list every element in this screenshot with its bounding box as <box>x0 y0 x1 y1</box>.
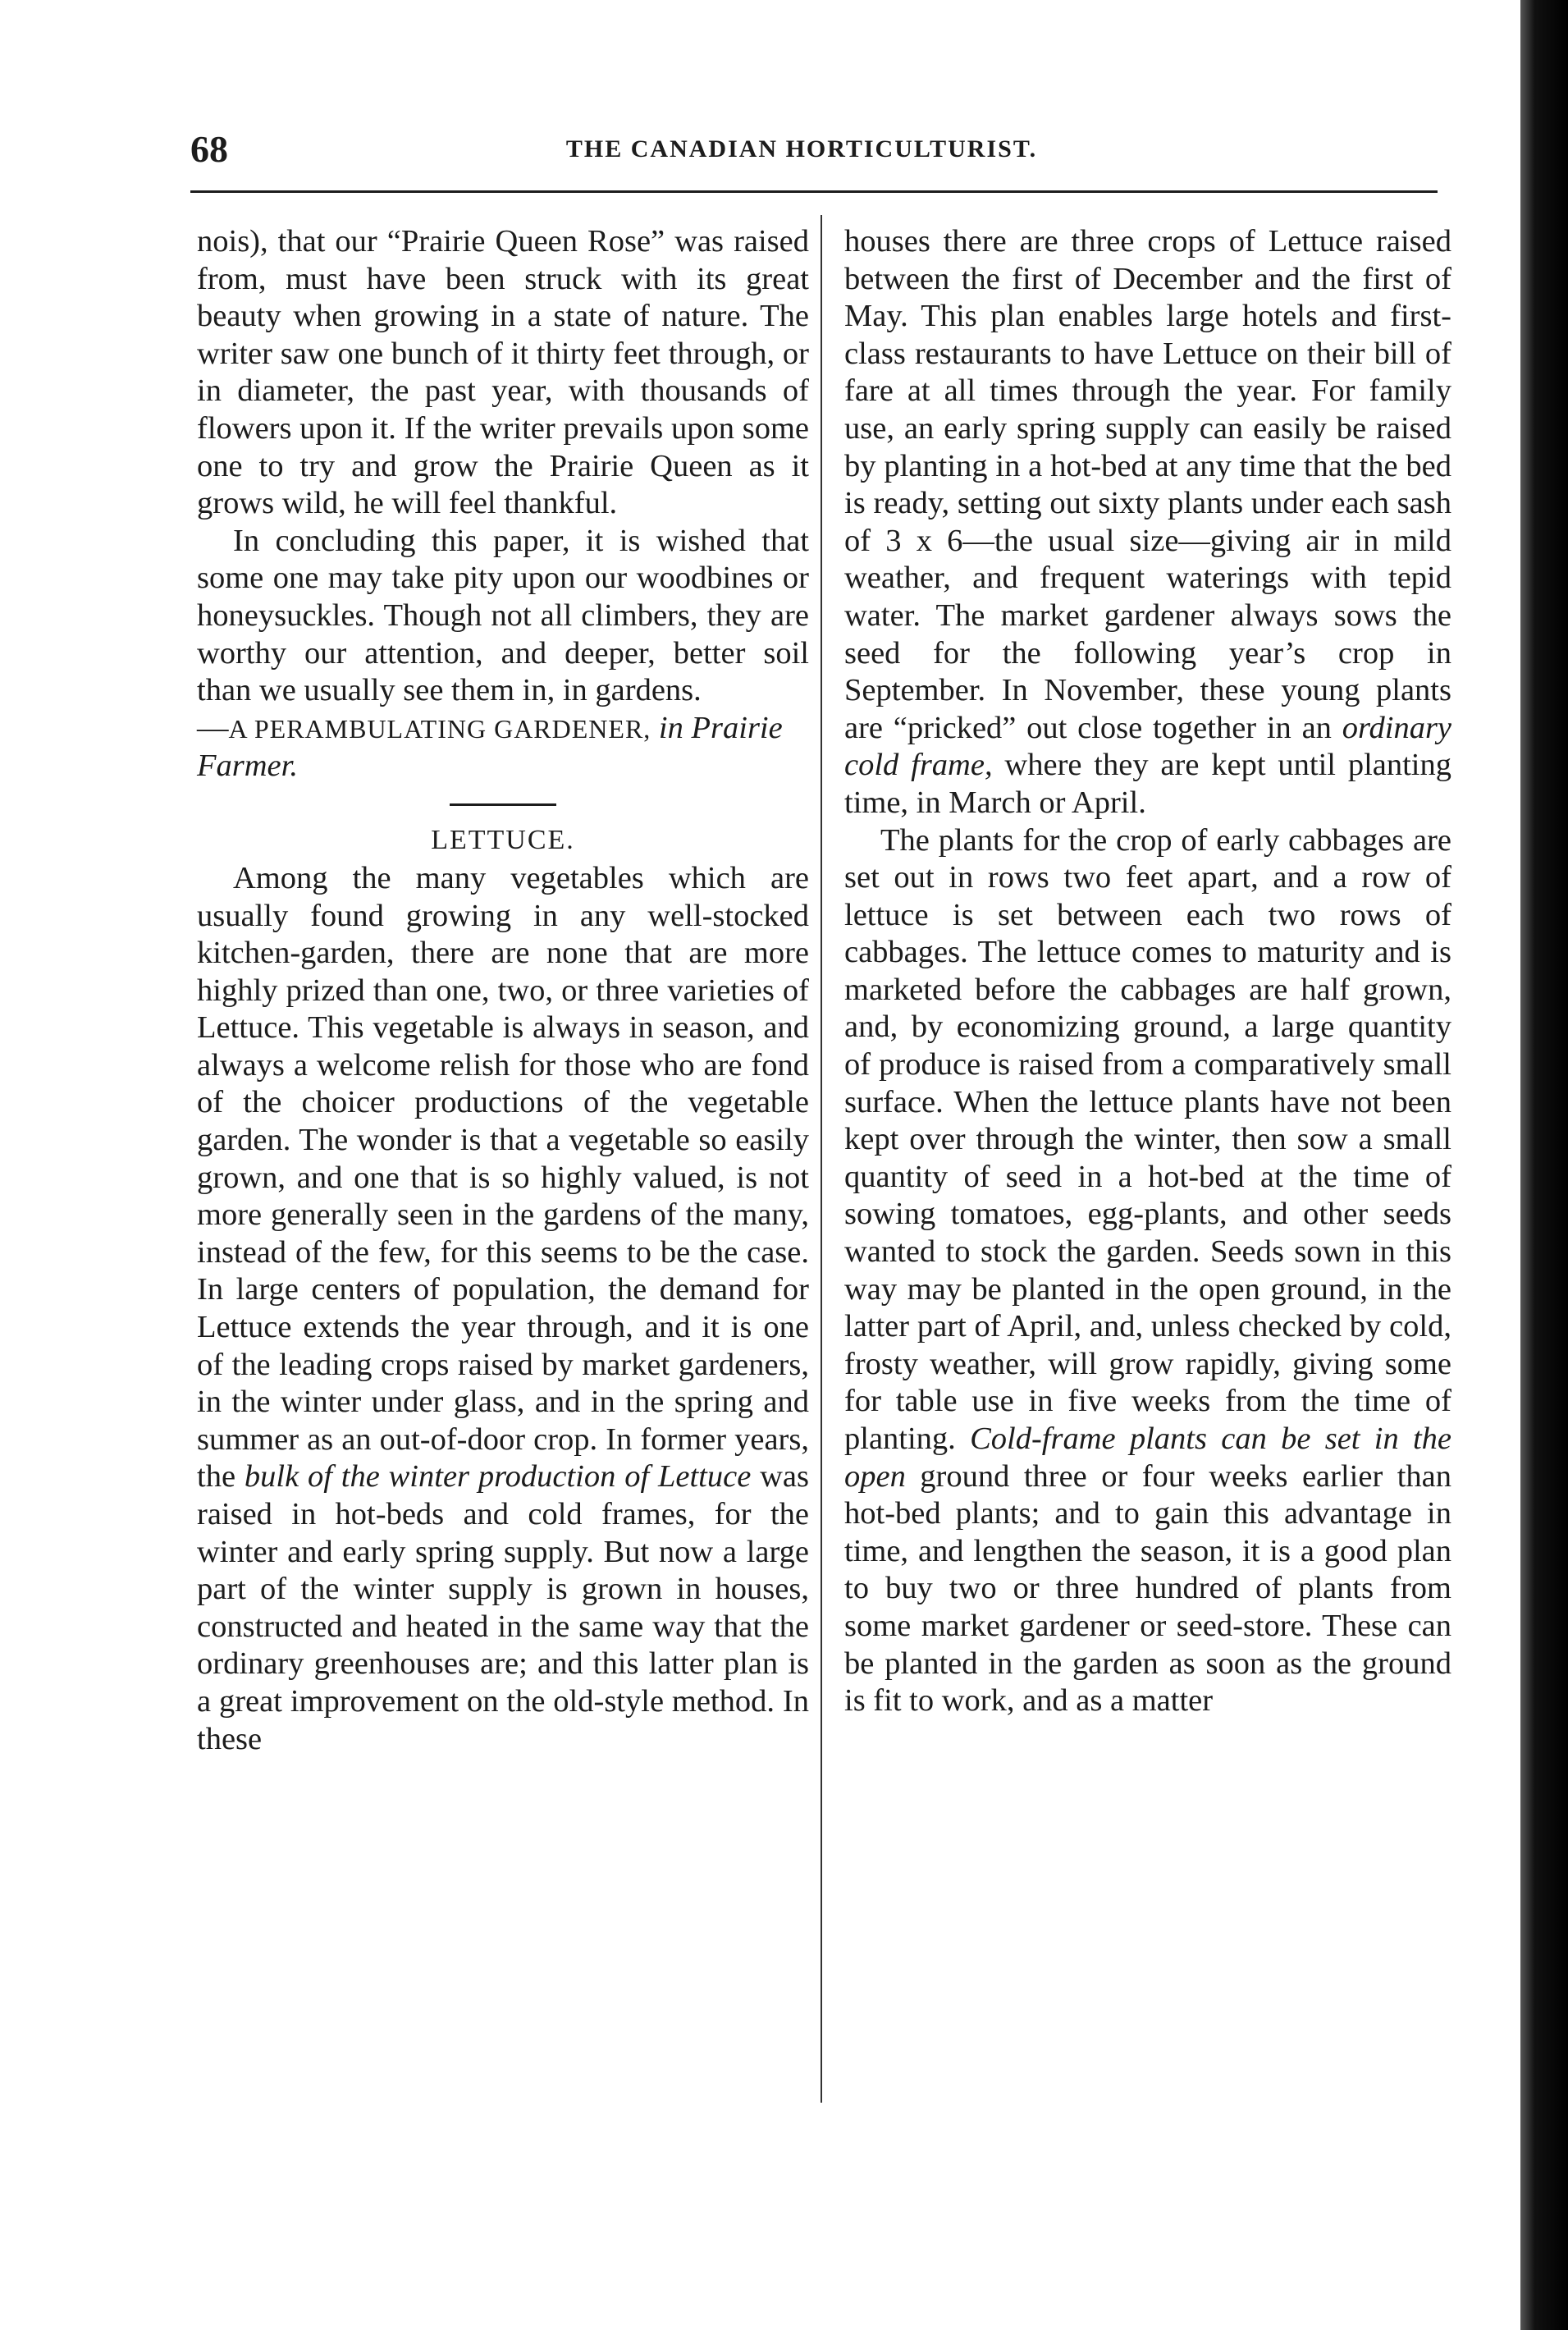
paragraph-3-emphasis: bulk of the winter production of Lettuce <box>244 1459 752 1495</box>
paragraph-3-text-b: was raised in hot-beds and cold frames, for the winter and early spring supply. But now a large part of the winter supply is grown in houses, constructed and heated in the same way that the ordinary greenhouses are; and this latter plan is a great improvement on the old-style method. In these <box>197 1459 809 1756</box>
signature-dash: — <box>197 710 229 745</box>
running-header <box>190 123 1413 176</box>
scan-binding-edge <box>1520 0 1568 2330</box>
right-paragraph-2 <box>844 822 1451 1720</box>
right-paragraph-1 <box>844 223 1451 822</box>
article-signature <box>197 710 809 785</box>
right-column <box>844 223 1451 1720</box>
right-paragraph-2-text-a: The plants for the crop of early cabbages are set out in rows two feet apart, and a row of lettuce is set between each two rows of cabbages. The lettuce comes to maturity and is marketed before the cabbages are half grown, and, by economizing ground, a large quantity of produce is raised from a comparatively small surface. When the lettuce plants have not been kept over through the winter, then sow a small quantity of seed in a hot-bed at the time of sowing tomatoes, egg-plants, and other seeds wanted to stock the garden. Seeds sown in this way may be planted in the open ground, in the latter part of April, and, unless checked by cold, frosty weather, will grow rapidly, giving some for table use in five weeks from the time of planting. <box>844 822 1451 1456</box>
left-paragraph-1: nois), that our “Prairie Queen Rose” was raised from, must have been struck with its great beauty when growing in a state of nature. The writer saw one bunch of it thirty feet through, or in diameter, the past year, with thousands of flowers upon it. If the writer prevails upon some one to try and grow the Prairie Queen as it grows wild, he will feel thankful. <box>197 224 809 521</box>
right-paragraph-1-emphasis: ordinary cold frame, <box>844 710 1452 783</box>
page-number: 68 <box>190 128 228 170</box>
right-paragraph-1-end: where they are kept until planting time, in March or April. <box>844 748 1452 820</box>
paragraph-3-text-a: Among the many vegetables which are usually found growing in any well-stocked kitchen-garden, there are none that are more highly prized than one, two, or three varieties of Lettuce. This vegetable is always in season, and always a welcome relish for those who are fond of the choicer productions of the vegetable garden. The wonder is that a vegetable so easily grown, and one that is so highly valued, is not more generally seen in the gardens of the many, instead of the few, for this seems to be the case. In large centers of population, the demand for Lettuce extends the year through, and it is one of the leading crops raised by market gardeners, in the winter under glass, and in the spring and summer as an out-of-door crop. In former years, the <box>197 860 809 1495</box>
header-rule <box>190 190 1438 193</box>
signature-in: in <box>658 710 683 745</box>
right-paragraph-2-text-b: ground three or four weeks earlier than hot-bed plants; and to gain this advantage in time, and lengthen the season, it is a good plan to buy two or three hundred of plants from some market gardener or seed-store. These can be planted in the garden as soon as the ground is fit to work, and as a matter <box>844 1458 1451 1719</box>
right-paragraph-1-text: houses there are three crops of Lettuce raised between the first of December and the first of May. This plan enables large hotels and first-class restaurants to have Lettuce on their bill of fare at all times through the year. For family use, an early spring supply can easily be raised by planting in a hot-bed at any time that the bed is ready, setting out sixty plants under each sash of 3 x 6—the usual size—giving air in mild weather, and frequent waterings with tepid water. The market gardener always sows the seed for the following year’s crop in September. In November, these young plants are “pricked” out close together in an <box>844 224 1451 745</box>
left-paragraph-2: In concluding this paper, it is wished that some one may take pity upon our woodbines or honeysuckles. Though not all climbers, they are worthy our attention, and deeper, better soil than we usually see them in, in gardens. <box>197 523 809 708</box>
column-divider <box>821 215 822 2103</box>
section-separator <box>450 803 556 806</box>
right-paragraph-2-emphasis: Cold-frame plants can be set in the open <box>844 1421 1451 1494</box>
section-heading: LETTUCE. <box>431 824 575 855</box>
signature-name: A PERAMBULATING GARDENER, <box>228 713 651 744</box>
left-paragraph-3 <box>197 860 809 1758</box>
left-column <box>197 223 809 1758</box>
signature-source: Prairie Farmer. <box>197 710 783 784</box>
running-title: THE CANADIAN HORTICULTURIST. <box>565 135 1038 163</box>
